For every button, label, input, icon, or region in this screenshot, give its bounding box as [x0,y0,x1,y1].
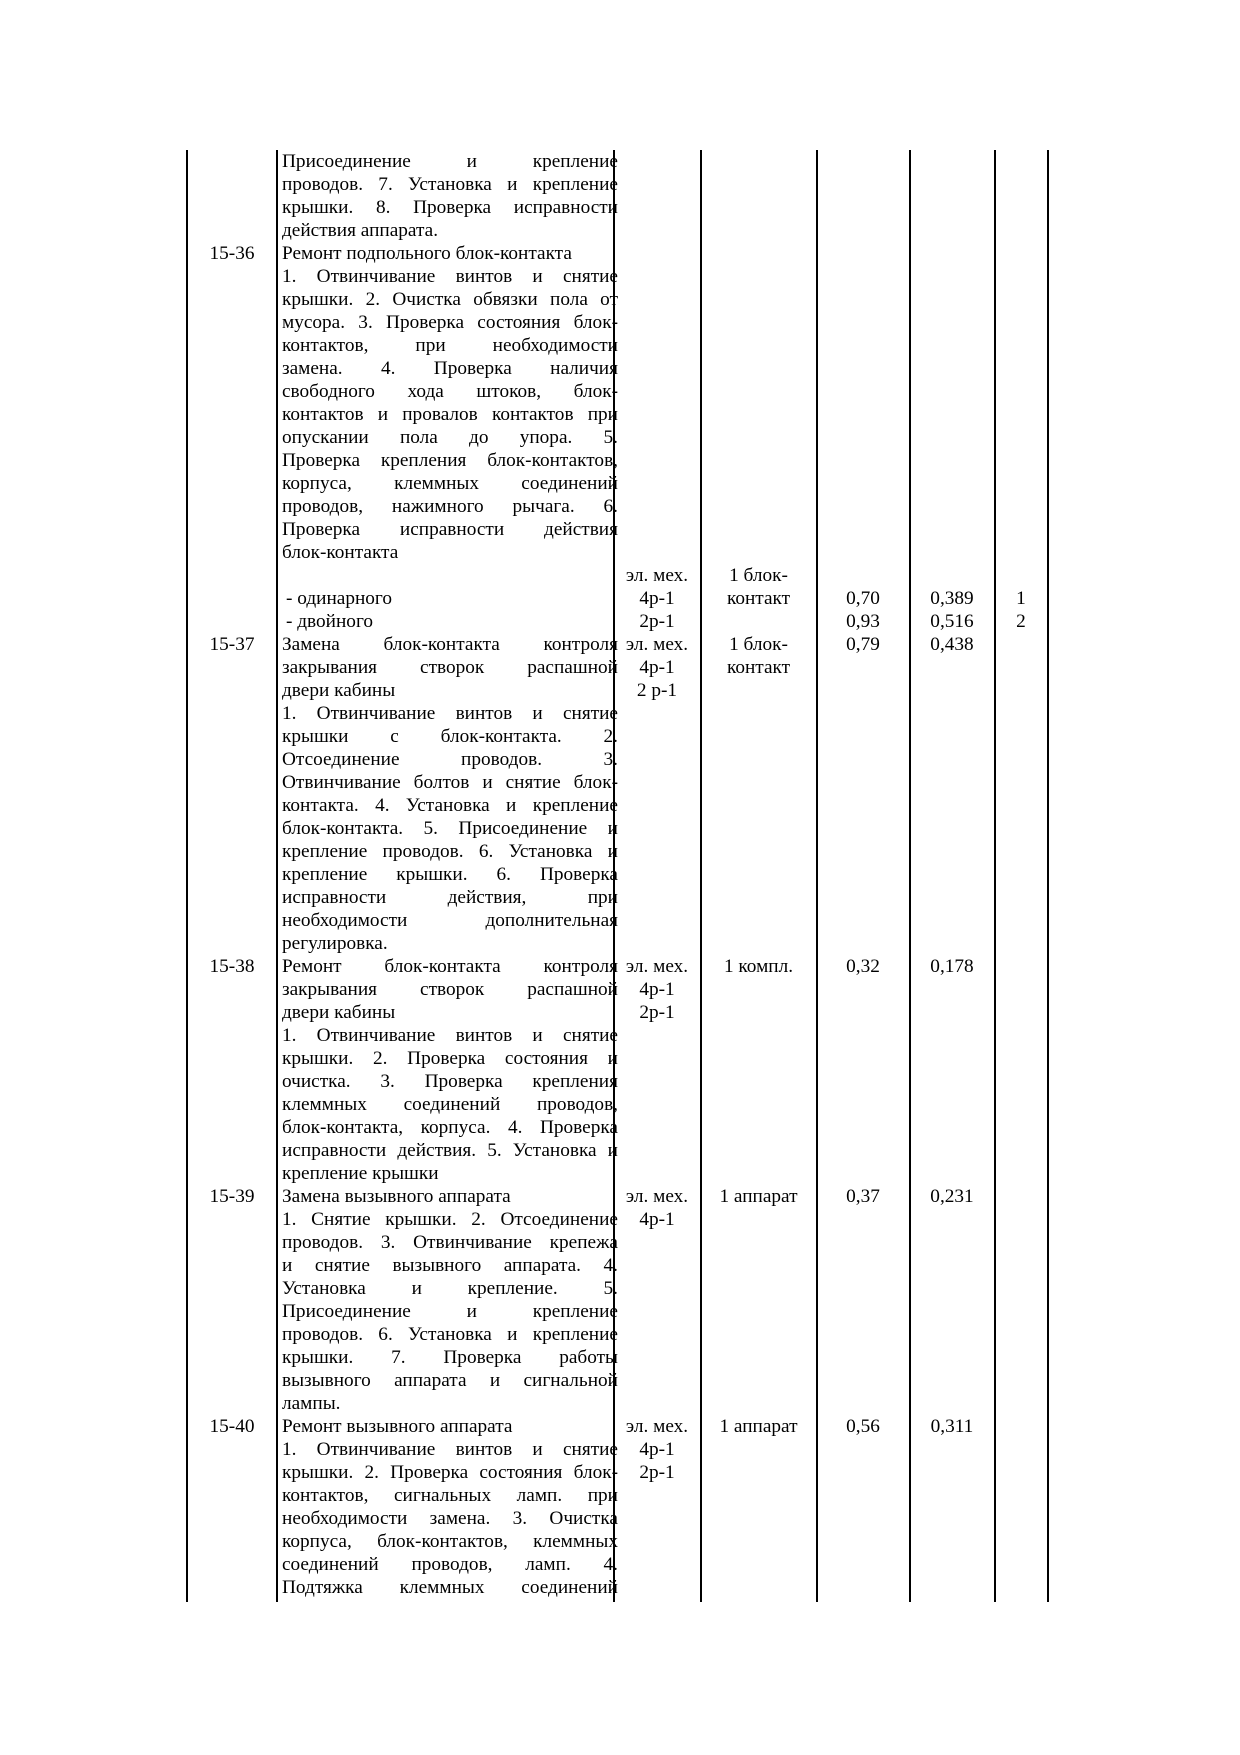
variant-label: - двойного [286,611,374,632]
desc-line: Проверка крепления блок-контактов, [282,450,618,471]
crew-line: 4р-1 [639,588,675,609]
desc-line: и снятие вызывного аппарата. 4. [282,1255,618,1276]
table-rule [994,150,996,1602]
desc-line: крышки. 2. Проверка состояния блок- [282,1462,618,1483]
norm-value: 0,93 [846,611,880,632]
table-row [282,955,618,1185]
crew-cell [616,1185,698,1231]
desc-line: 1. Отвинчивание винтов и снятие [282,1439,618,1460]
desc-line: корпуса, блок-контактов, клеммных [282,1531,618,1552]
row-title: двери кабины [282,1002,396,1023]
desc-line: контактов, при необходимости [282,335,618,356]
norm-cell: 0,79 [846,634,880,655]
row-title: двери кабины [282,680,396,701]
row-code: 15-38 [209,956,255,977]
desc-line: необходимости замена. 3. Очистка [282,1508,618,1529]
norm2-cell [912,587,992,633]
desc-line: крепление крышки. 6. Проверка [282,864,618,885]
desc-line: крышки. 7. Проверка работы [282,1347,618,1368]
desc-line: замена. 4. Проверка наличия [282,358,618,379]
desc-line: проводов. 6. Установка и крепление [282,1324,618,1345]
norm-cell [819,587,907,633]
crew-cell [616,633,698,702]
unit-cell: 1 компл. [723,956,794,977]
desc-line: Проверка исправности действия [282,519,618,540]
desc-line: блок-контакта [282,542,399,563]
table-rule [276,150,278,1602]
desc-line: блок-контакта. 5. Присоединение и [282,818,618,839]
norm-cell: 0,32 [846,956,880,977]
desc-line: мусора. 3. Проверка состояния блок- [282,312,618,333]
variant-label: - одинарного [286,588,392,609]
desc-line: действия аппарата. [282,220,439,241]
desc-line: Отсоединение проводов. 3. [282,749,618,770]
desc-line: крышки. 8. Проверка исправности [282,197,618,218]
row-title: закрывания створок распашной [282,657,618,678]
norm2-cell: 0,438 [930,634,974,655]
desc-line: исправности действия, при [282,887,618,908]
unit-line: контакт [726,588,791,609]
crew-line: эл. мех. [625,565,689,586]
extra-value: 1 [1016,588,1026,609]
desc-line: вызывного аппарата и сигнальной [282,1370,618,1391]
crew-line: эл. мех. [625,1186,689,1207]
table-rule [700,150,702,1602]
desc-line: корпуса, клеммных соединений [282,473,618,494]
row-title: Замена вызывного аппарата [282,1186,511,1207]
desc-line: Установка и крепление. 5. [282,1278,618,1299]
row-code: 15-40 [209,1416,255,1437]
norm-cell: 0,37 [846,1186,880,1207]
desc-line: контактов, сигнальных ламп. при [282,1485,618,1506]
crew-line: эл. мех. [625,956,689,977]
desc-line: 1. Отвинчивание винтов и снятие [282,266,618,287]
norm2-value: 0,389 [930,588,974,609]
crew-line: 2р-1 [639,1002,675,1023]
table-row [282,1415,618,1599]
unit-line: контакт [726,657,791,678]
row-title: Замена блок-контакта контроля [282,634,618,655]
desc-line: исправности действия. 5. Установка и [282,1140,618,1161]
desc-line: 1. Отвинчивание винтов и снятие [282,703,618,724]
crew-line: 4р-1 [639,979,675,1000]
desc-line: свободного хода штоков, блок- [282,381,618,402]
desc-line: 1. Отвинчивание винтов и снятие [282,1025,618,1046]
crew-cell [616,955,698,1024]
desc-line: Присоединение и крепление [282,151,618,172]
desc-line: очистка. 3. Проверка крепления [282,1071,618,1092]
desc-line: соединений проводов, ламп. 4. [282,1554,618,1575]
desc-line: проводов. 3. Отвинчивание крепежа [282,1232,618,1253]
desc-line: крышки с блок-контакта. 2. [282,726,618,747]
crew-cell [616,564,698,633]
crew-line: 4р-1 [639,1439,675,1460]
crew-line: 2 р-1 [636,680,678,701]
crew-line: 2р-1 [639,1462,675,1483]
norm2-cell: 0,231 [930,1186,974,1207]
unit-line: 1 блок- [729,634,788,655]
desc-line: проводов. 7. Установка и крепление [282,174,618,195]
crew-line: эл. мех. [625,1416,689,1437]
unit-cell [703,633,814,679]
table-rule [909,150,911,1602]
desc-line: контактов и провалов контактов при [282,404,618,425]
unit-cell: 1 аппарат [719,1186,798,1207]
unit-line: 1 блок- [729,565,788,586]
row-code: 15-36 [209,243,255,264]
table-rule [186,150,188,1602]
desc-line: проводов, нажимного рычага. 6. [282,496,618,517]
desc-line: крепление проводов. 6. Установка и [282,841,618,862]
desc-line: крепление крышки [282,1163,439,1184]
table-row [282,1185,618,1415]
row-title: закрывания створок распашной [282,979,618,1000]
desc-line: блок-контакта, корпуса. 4. Проверка [282,1117,618,1138]
row-code: 15-37 [209,634,255,655]
crew-line: 4р-1 [639,1209,675,1230]
desc-line: лампы. [282,1393,341,1414]
row-title: Ремонт блок-контакта контроля [282,956,618,977]
desc-line: опускании пола до упора. 5. [282,427,618,448]
desc-line: контакта. 4. Установка и крепление [282,795,618,816]
desc-line: крышки. 2. Проверка состояния и [282,1048,618,1069]
desc-line: необходимости дополнительная [282,910,618,931]
desc-line: Присоединение и крепление [282,1301,618,1322]
unit-cell [703,564,814,610]
desc-line: 1. Снятие крышки. 2. Отсоединение [282,1209,618,1230]
table-rule [1047,150,1049,1602]
table-row [282,633,618,955]
extra-value: 2 [1016,611,1026,632]
row-title: Ремонт вызывного аппарата [282,1416,513,1437]
desc-line: крышки. 2. Очистка обвязки пола от [282,289,618,310]
extra-cell [997,587,1045,633]
norm-value: 0,70 [846,588,880,609]
crew-line: 2р-1 [639,611,675,632]
table-row [282,242,618,564]
norm2-value: 0,516 [930,611,974,632]
desc-line: Отвинчивание болтов и снятие блок- [282,772,618,793]
norm2-cell: 0,311 [930,1416,974,1437]
crew-line: 4р-1 [639,657,675,678]
desc-line: клеммных соединений проводов, [282,1094,618,1115]
desc-line: Подтяжка клеммных соединений [282,1577,618,1598]
crew-cell [616,1415,698,1484]
desc-line: регулировка. [282,933,388,954]
unit-cell: 1 аппарат [719,1416,798,1437]
row-code: 15-39 [209,1186,255,1207]
table-row [282,150,618,242]
row-title: Ремонт подпольного блок-контакта [282,243,572,264]
norm2-cell: 0,178 [930,956,974,977]
norm-cell: 0,56 [846,1416,880,1437]
crew-line: эл. мех. [625,634,689,655]
table-rule [816,150,818,1602]
